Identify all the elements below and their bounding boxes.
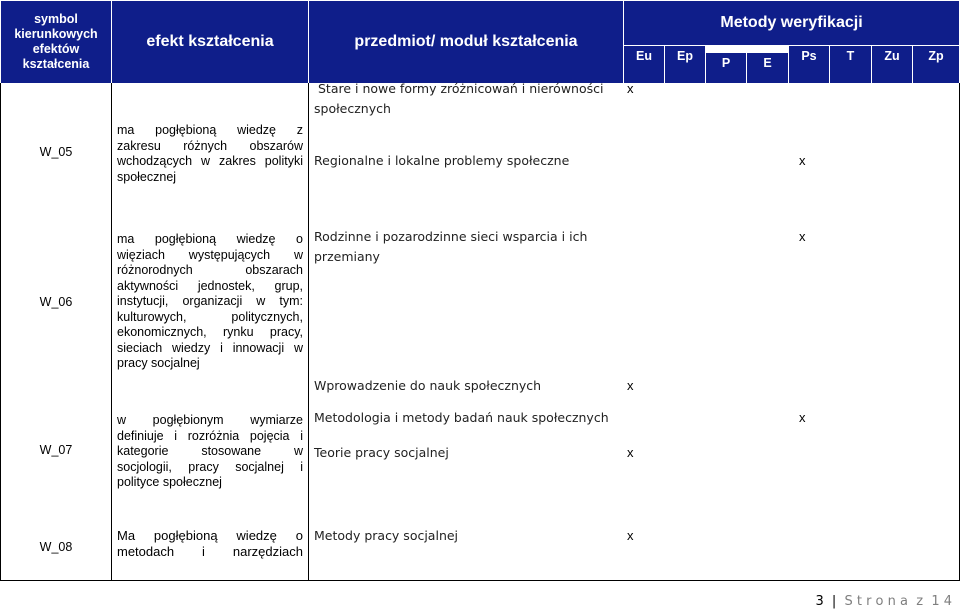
- effect-line: metodach i narzędziach: [117, 543, 303, 559]
- page-number: 3: [815, 594, 824, 609]
- header-method-code: Ps: [789, 46, 829, 83]
- header-effect-label: efekt kształcenia: [146, 33, 274, 50]
- effect-line: socjologii, pracy socjalnej i: [117, 459, 303, 474]
- header-method-code: Eu: [624, 46, 664, 83]
- method-mark: x: [627, 528, 634, 543]
- header-method-code: Zu: [872, 46, 912, 83]
- subject-cell: [314, 526, 458, 546]
- header-symbol: [1, 1, 111, 83]
- effect-line: aktywności jednostek, grup,: [117, 278, 303, 293]
- header-symbol-label: symbol kierunkowych efektów kształcenia: [14, 12, 98, 71]
- subject-cell: [314, 376, 541, 396]
- effect-line: ma pogłębioną wiedzę z: [117, 123, 303, 137]
- effect-line: Ma pogłębioną wiedzę o: [117, 528, 303, 543]
- header-methods-label: Metody weryfikacji: [720, 14, 863, 31]
- subject-cell: [314, 408, 609, 428]
- header-effect: [112, 1, 308, 83]
- effect-line: ma pogłębioną wiedzę o: [117, 232, 303, 246]
- row-code: W_07: [39, 443, 73, 457]
- subject-line: Regionalne i lokalne problemy społeczne: [314, 153, 570, 168]
- effect-line: kulturowych, politycznych,: [117, 309, 303, 324]
- subject-line: Teorie pracy socjalnej: [314, 445, 449, 460]
- method-mark: x: [799, 153, 806, 168]
- subject-cell: [314, 227, 587, 267]
- header-subject: [309, 1, 623, 83]
- effect-line: pracy socjalnej: [117, 356, 200, 370]
- subject-line: przemiany: [314, 249, 380, 264]
- effect-cell: [117, 123, 303, 185]
- header-method-code: T: [830, 46, 871, 83]
- effect-line: społecznej: [117, 169, 177, 184]
- effect-line: różnorodnych obszarach: [117, 263, 303, 277]
- method-mark: x: [799, 229, 806, 244]
- header-method-code: P: [706, 53, 746, 83]
- subject-cell: [314, 79, 603, 119]
- header-method-code: Ep: [665, 46, 705, 83]
- subject-line: Rodzinne i pozarodzinne sieci wsparcia i ich: [314, 229, 588, 244]
- effect-line: sieciach wiedzy i innowacji w: [117, 340, 303, 355]
- effect-line: instytucji, organizacji w tym:: [117, 294, 303, 308]
- subject-cell: [314, 443, 449, 463]
- row-code: W_06: [39, 295, 73, 309]
- page-text: S t r o n a z 1 4: [844, 594, 952, 609]
- header-method-code: Zp: [913, 46, 959, 83]
- row-code: W_05: [39, 145, 73, 159]
- effect-line: definiuje i rozróżnia pojęcia i: [117, 428, 303, 443]
- subject-line: Wprowadzenie do nauk społecznych: [314, 378, 542, 393]
- effect-line: kategorie stosowane w: [117, 444, 303, 458]
- subject-line: społecznych: [314, 101, 391, 116]
- subject-line: Metody pracy socjalnej: [314, 528, 459, 543]
- method-mark: x: [627, 378, 634, 393]
- effect-line: polityce społecznej: [117, 475, 222, 489]
- subject-cell: [314, 151, 569, 171]
- row-code: W_08: [39, 540, 73, 554]
- effect-cell: [117, 528, 303, 559]
- effect-cell: [117, 413, 303, 491]
- header-subject-label: przedmiot/ moduł kształcenia: [354, 33, 578, 50]
- method-mark: x: [627, 445, 634, 460]
- effect-cell: [117, 232, 303, 372]
- effect-line: zakresu różnych obszarów: [117, 138, 303, 153]
- method-mark: x: [627, 81, 634, 96]
- subject-line: Stare i nowe formy zróżnicowań i nierówności: [318, 81, 604, 96]
- page-separator: |: [831, 594, 837, 609]
- effect-line: wchodzących w zakres polityki: [117, 154, 303, 168]
- effect-line: więziach występujących w: [117, 247, 303, 262]
- page-footer: [816, 594, 953, 609]
- method-mark: x: [799, 410, 806, 425]
- header-method-code: E: [747, 53, 788, 83]
- effect-line: ekonomicznych, rynku pracy,: [117, 325, 303, 339]
- header-methods: [624, 1, 959, 45]
- effect-line: w pogłębionym wymiarze: [117, 413, 303, 427]
- subject-line: Metodologia i metody badań nauk społecznych: [314, 410, 609, 425]
